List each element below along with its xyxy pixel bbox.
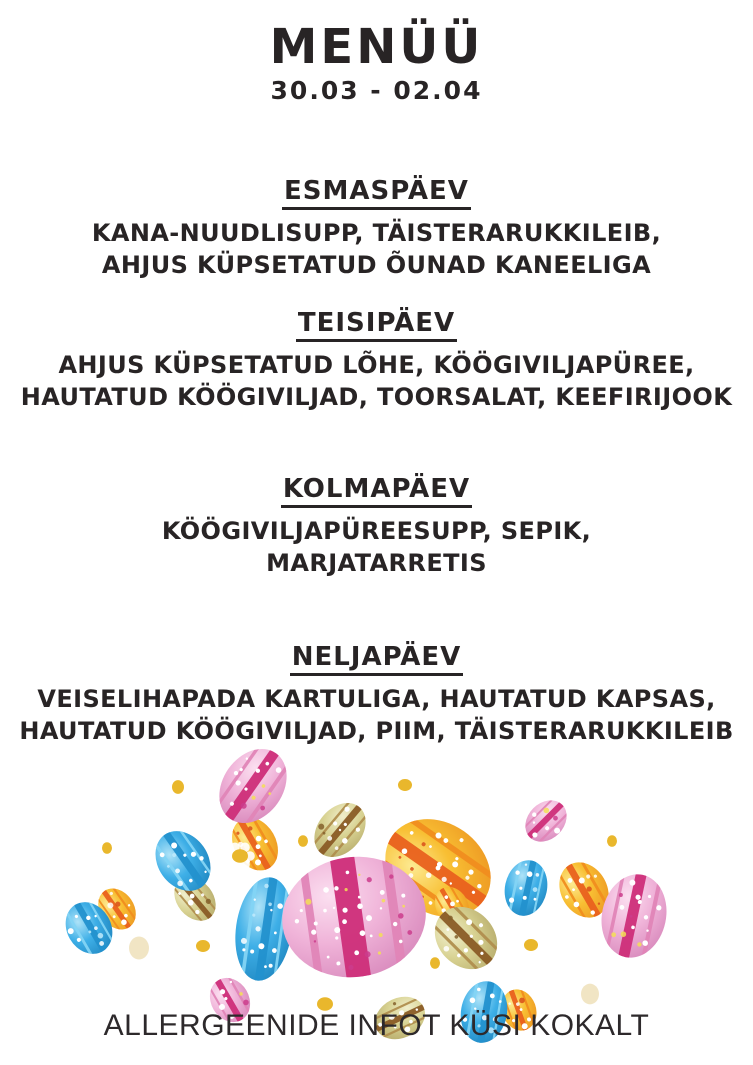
day-heading-teisipaev: TEISIPÄEV bbox=[296, 308, 457, 342]
deco-dot bbox=[581, 984, 599, 1005]
easter-egg bbox=[593, 862, 676, 969]
menu-line: HAUTATUD KÖÖGIVILJAD, TOORSALAT, KEEFIRIJOOK bbox=[20, 383, 733, 411]
menu-line: AHJUS KÜPSETATUD LÕHE, KÖÖGIVILJAPÜREE, bbox=[58, 351, 695, 379]
menu-line: VEISELIHAPADA KARTULIGA, HAUTATUD KAPSAS, bbox=[37, 685, 716, 713]
menu-title: MENÜÜ bbox=[269, 19, 484, 75]
day-heading-neljapaev: NELJAPÄEV bbox=[290, 642, 464, 676]
menu-line: HAUTATUD KÖÖGIVILJAD, PIIM, TÄISTERARUKKILEIB bbox=[19, 717, 734, 745]
menu-line: KANA-NUUDLISUPP, TÄISTERARUKKILEIB, bbox=[91, 219, 662, 247]
menu-section-neljapaev bbox=[0, 642, 753, 747]
deco-dot bbox=[392, 773, 418, 797]
easter-egg bbox=[513, 788, 579, 854]
deco-dot bbox=[172, 780, 184, 794]
menu-line: MARJATARRETIS bbox=[266, 549, 487, 577]
menu-section-esmaspaev bbox=[0, 176, 753, 281]
deco-dot bbox=[607, 835, 617, 847]
deco-dot bbox=[129, 937, 149, 960]
deco-dot bbox=[190, 934, 216, 958]
deco-dot bbox=[518, 933, 544, 957]
menu-section-kolmapaev bbox=[0, 474, 753, 579]
easter-egg bbox=[498, 850, 553, 925]
deco-dot bbox=[298, 835, 308, 847]
deco-dot bbox=[430, 957, 440, 969]
day-heading-esmaspaev: ESMASPÄEV bbox=[282, 176, 471, 210]
menu-section-teisipaev bbox=[0, 308, 753, 413]
day-heading-kolmapaev: KOLMAPÄEV bbox=[281, 474, 472, 508]
menu-line: AHJUS KÜPSETATUD ÕUNAD KANEELIGA bbox=[101, 251, 652, 279]
menu-line: KÖÖGIVILJAPÜREESUPP, SEPIK, bbox=[161, 517, 592, 545]
menu-date-range: 30.03 - 02.04 bbox=[270, 76, 483, 105]
allergen-note: ALLERGEENIDE INFOT KÜSI KOKALT bbox=[103, 1009, 650, 1042]
menu-header bbox=[0, 19, 753, 105]
deco-dot bbox=[102, 842, 112, 854]
